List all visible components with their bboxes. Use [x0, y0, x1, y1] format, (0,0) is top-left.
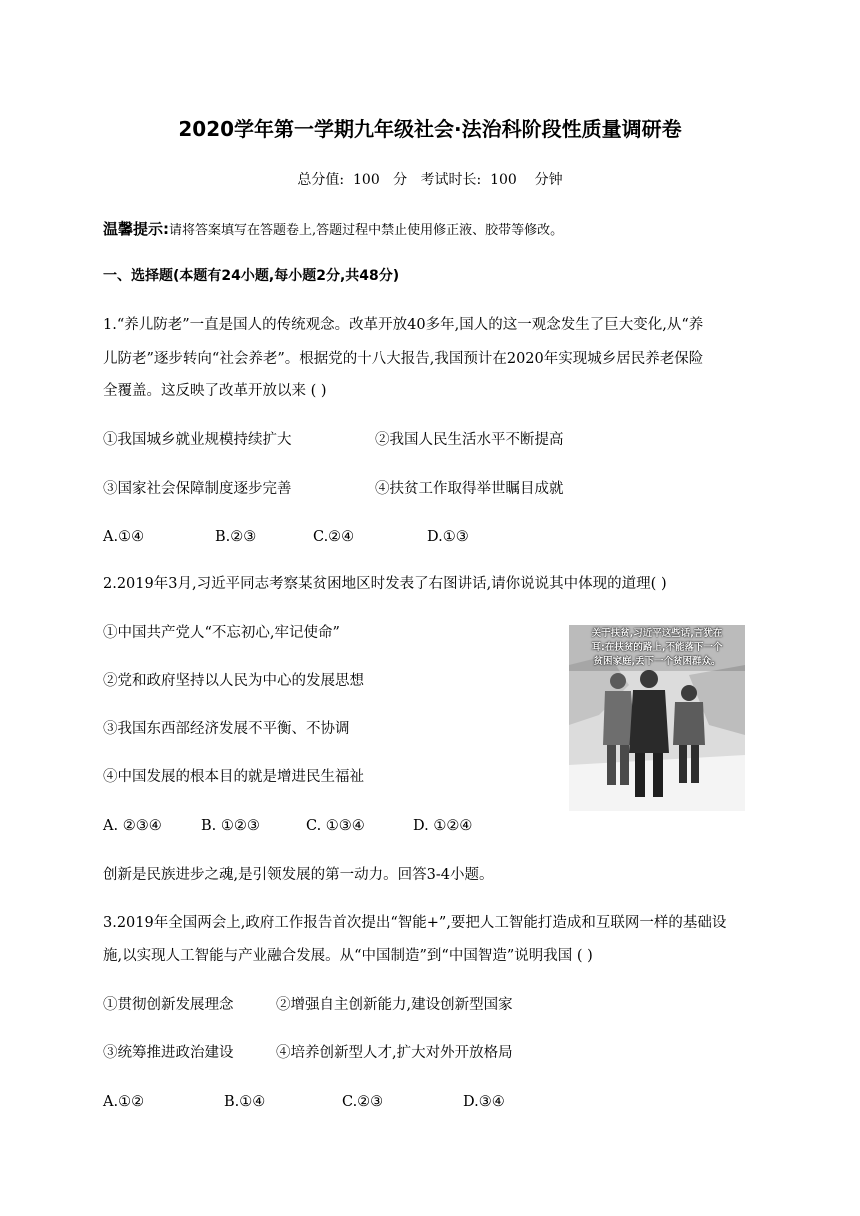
q1-option: C.②④ [313, 529, 355, 545]
q3-stem-line: 施,以实现人工智能与产业融合发展。从“中国制造”到“中国智造”说明我国 ( ) [103, 948, 593, 964]
q1-stem-line: 1.“养儿防老”一直是国人的传统观念。改革开放40多年,国人的这一观念发生了巨大变化,从“养 [103, 317, 704, 333]
tip-label: 温馨提示: [103, 220, 169, 238]
q1-stem-line: 儿防老”逐步转向“社会养老”。根据党的十八大报告,我国预计在2020年实现城乡居民养老保险 [103, 351, 704, 367]
q1-item: ④扶贫工作取得举世瞩目成就 [375, 481, 564, 497]
q1-item: ③国家社会保障制度逐步完善 [103, 481, 292, 497]
q3-item: ③统筹推进政治建设 [103, 1045, 234, 1061]
q3-item: ①贯彻创新发展理念 [103, 997, 234, 1013]
q3-option: C.②③ [342, 1094, 384, 1110]
photo-caption-line: 关于扶贫,习近平这些话,言犹在 [591, 628, 723, 639]
intro-3-4: 创新是民族进步之魂,是引领发展的第一动力。回答3-4小题。 [103, 867, 494, 883]
q2-option: A. ②③④ [103, 818, 162, 834]
q2-item: ③我国东西部经济发展不平衡、不协调 [103, 721, 350, 737]
q2-option: B. ①②③ [201, 818, 260, 834]
q1-option: A.①④ [103, 529, 145, 545]
q2-item: ①中国共产党人“不忘初心,牢记使命” [103, 625, 340, 641]
photo-caption-line: 耳:在扶贫的路上,不能落下一个 [591, 642, 723, 653]
q3-option: D.③④ [463, 1094, 505, 1110]
q3-item: ④培养创新型人才,扩大对外开放格局 [276, 1045, 513, 1061]
q2-option: D. ①②④ [413, 818, 473, 834]
q1-item: ①我国城乡就业规模持续扩大 [103, 432, 292, 448]
q3-option: B.①④ [224, 1094, 266, 1110]
photo-caption [569, 627, 745, 669]
q2-item: ④中国发展的根本目的就是增进民生福祉 [103, 769, 364, 785]
tip-text: 请将答案填写在答题卷上,答题过程中禁止使用修正液、胶带等修改。 [169, 223, 564, 238]
q1-item: ②我国人民生活水平不断提高 [375, 432, 564, 448]
q2-stem: 2.2019年3月,习近平同志考察某贫困地区时发表了右图讲话,请你说说其中体现的道理( ) [103, 576, 667, 592]
q1-stem-line: 全覆盖。这反映了改革开放以来 ( ) [103, 383, 327, 399]
page-title: 2020学年第一学期九年级社会·法治科阶段性质量调研卷 [178, 117, 682, 141]
tip-row [103, 219, 563, 241]
photo-caption-line: 贫困家庭,丢下一个贫困群众。 [593, 656, 721, 667]
q2-item: ②党和政府坚持以人民为中心的发展思想 [103, 673, 364, 689]
q1-option: D.①③ [427, 529, 469, 545]
q3-option: A.①② [103, 1094, 145, 1110]
q1-option: B.②③ [215, 529, 257, 545]
exam-info: 总分值: 100 分 考试时长: 100 分钟 [297, 172, 563, 188]
q2-option: C. ①③④ [306, 818, 365, 834]
q3-item: ②增强自主创新能力,建设创新型国家 [276, 997, 513, 1013]
news-photo [569, 625, 745, 811]
q3-stem-line: 3.2019年全国两会上,政府工作报告首次提出“智能+”,要把人工智能打造成和互联网一样的基础设 [103, 915, 727, 931]
section-heading: 一、选择题(本题有24小题,每小题2分,共48分) [103, 268, 400, 284]
